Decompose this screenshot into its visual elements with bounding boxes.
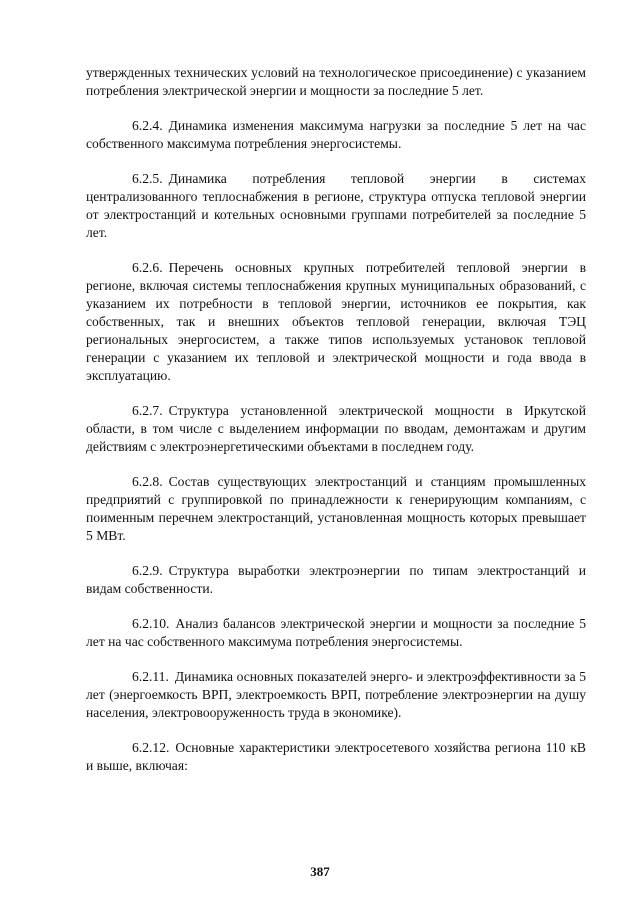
- item-text: Структура выработки электроэнергии по типам электростанций и видам собственности.: [86, 563, 586, 596]
- item-6-2-6: [86, 259, 586, 385]
- page-number: 387: [310, 864, 330, 879]
- item-6-2-4: [86, 117, 586, 153]
- item-number: 6.2.12.: [132, 740, 170, 755]
- item-6-2-9: [86, 562, 586, 598]
- continuation-paragraph: утвержденных технических условий на технологическое присоединение) с указанием потребления электрической энергии и мощности за последние 5 лет.: [86, 65, 586, 98]
- item-6-2-12: [86, 739, 586, 775]
- item-text: Динамика изменения максимума нагрузки за последние 5 лет на час собственного максимума потребления энергосистемы.: [86, 118, 586, 151]
- item-text: Динамика основных показателей энерго- и электроэффективности за 5 лет (энергоемкость ВРП, электроемкость ВРП, потребление электроэнергии на душу населения, электровооруженность труда в экономике).: [86, 669, 586, 720]
- item-number: 6.2.7.: [132, 403, 163, 418]
- item-6-2-7: [86, 402, 586, 456]
- item-6-2-11: [86, 668, 586, 722]
- item-number: 6.2.4.: [132, 118, 163, 133]
- item-number: 6.2.8.: [132, 474, 163, 489]
- item-number: 6.2.11.: [132, 669, 169, 684]
- item-text: Основные характеристики электросетевого хозяйства региона 110 кВ и выше, включая:: [86, 740, 586, 773]
- item-text: Анализ балансов электрической энергии и мощности за последние 5 лет на час собственного максимума потребления энергосистемы.: [86, 616, 586, 649]
- item-text: Динамика потребления тепловой энергии в системах централизованного теплоснабжения в регионе, структура отпуска тепловой энергии от электростанций и котельных основными группами потребителей за последние 5 лет.: [86, 171, 586, 240]
- item-number: 6.2.9.: [132, 563, 163, 578]
- item-6-2-8: [86, 473, 586, 545]
- item-6-2-10: [86, 615, 586, 651]
- item-text: Перечень основных крупных потребителей тепловой энергии в регионе, включая системы теплоснабжения крупных муниципальных образований, с указанием их потребности в тепловой энергии, источников ее покрытия, как собственных, так и внешних объектов тепловой генерации, включая ТЭЦ региональных энергосистем, а также типов используемых установок тепловой генерации с указанием их тепловой и электрической мощности и года ввода в эксплуатацию.: [86, 260, 586, 383]
- document-body: [86, 64, 586, 792]
- item-number: 6.2.10.: [132, 616, 170, 631]
- item-text: Состав существующих электростанций и станциям промышленных предприятий с группировкой по принадлежности к генерирующим компаниям, с поименным перечнем электростанций, установленная мощность которых превышает 5 МВт.: [86, 474, 586, 543]
- item-6-2-5: [86, 170, 586, 242]
- item-text: Структура установленной электрической мощности в Иркутской области, в том числе с выделением информации по вводам, демонтажам и другим действиям с электроэнергетическими объектами в последнем году.: [86, 403, 586, 454]
- item-number: 6.2.6.: [132, 260, 163, 275]
- item-number: 6.2.5.: [132, 171, 163, 186]
